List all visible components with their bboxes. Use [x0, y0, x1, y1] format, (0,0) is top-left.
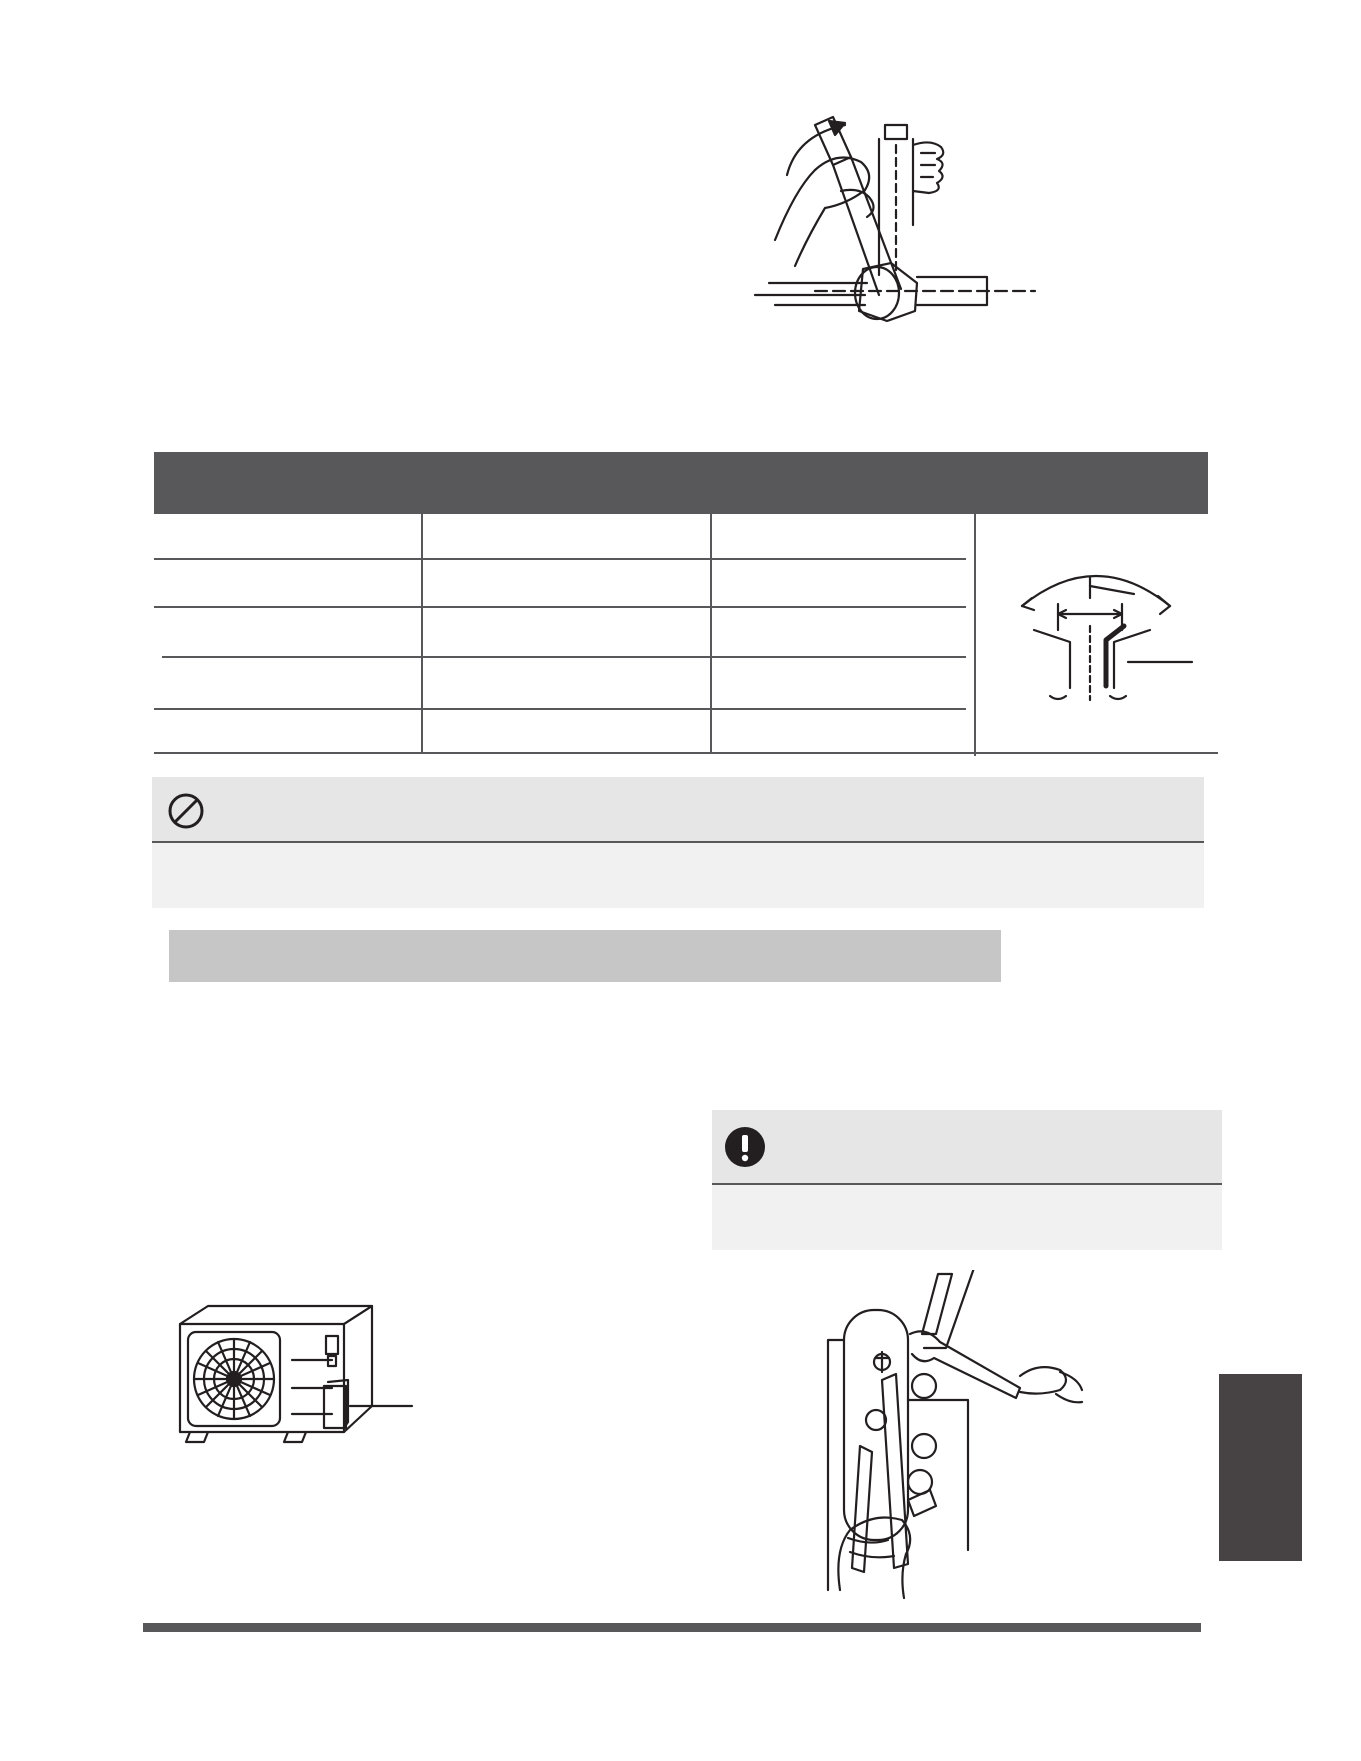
- table-row-divider: [162, 656, 966, 658]
- section-heading-band: [169, 930, 1001, 982]
- table-row-divider: [154, 708, 966, 710]
- torque-table-header: [154, 452, 1208, 514]
- outdoor-unit-valve-cover-icon: [168, 1300, 428, 1450]
- service-valve-wrench-icon: [820, 1270, 1100, 1600]
- table-column-divider: [421, 514, 423, 752]
- table-column-divider: [974, 514, 976, 756]
- prohibition-notice-body: [152, 843, 1204, 908]
- table-row-divider: [154, 606, 966, 608]
- flare-cross-section-icon: [1010, 568, 1190, 708]
- two-wrenches-tightening-flare-nut-icon: [745, 105, 1045, 335]
- section-side-tab: [1219, 1374, 1302, 1561]
- exclamation-caution-icon: [724, 1126, 766, 1168]
- caution-notice-body: [712, 1185, 1222, 1250]
- table-row-divider: [154, 558, 966, 560]
- prohibition-notice-header: [152, 777, 1204, 842]
- prohibition-icon: [166, 791, 206, 831]
- footer-rule: [143, 1623, 1201, 1632]
- table-bottom-rule: [154, 752, 1218, 754]
- table-column-divider: [710, 514, 712, 752]
- caution-notice-header: [712, 1110, 1222, 1183]
